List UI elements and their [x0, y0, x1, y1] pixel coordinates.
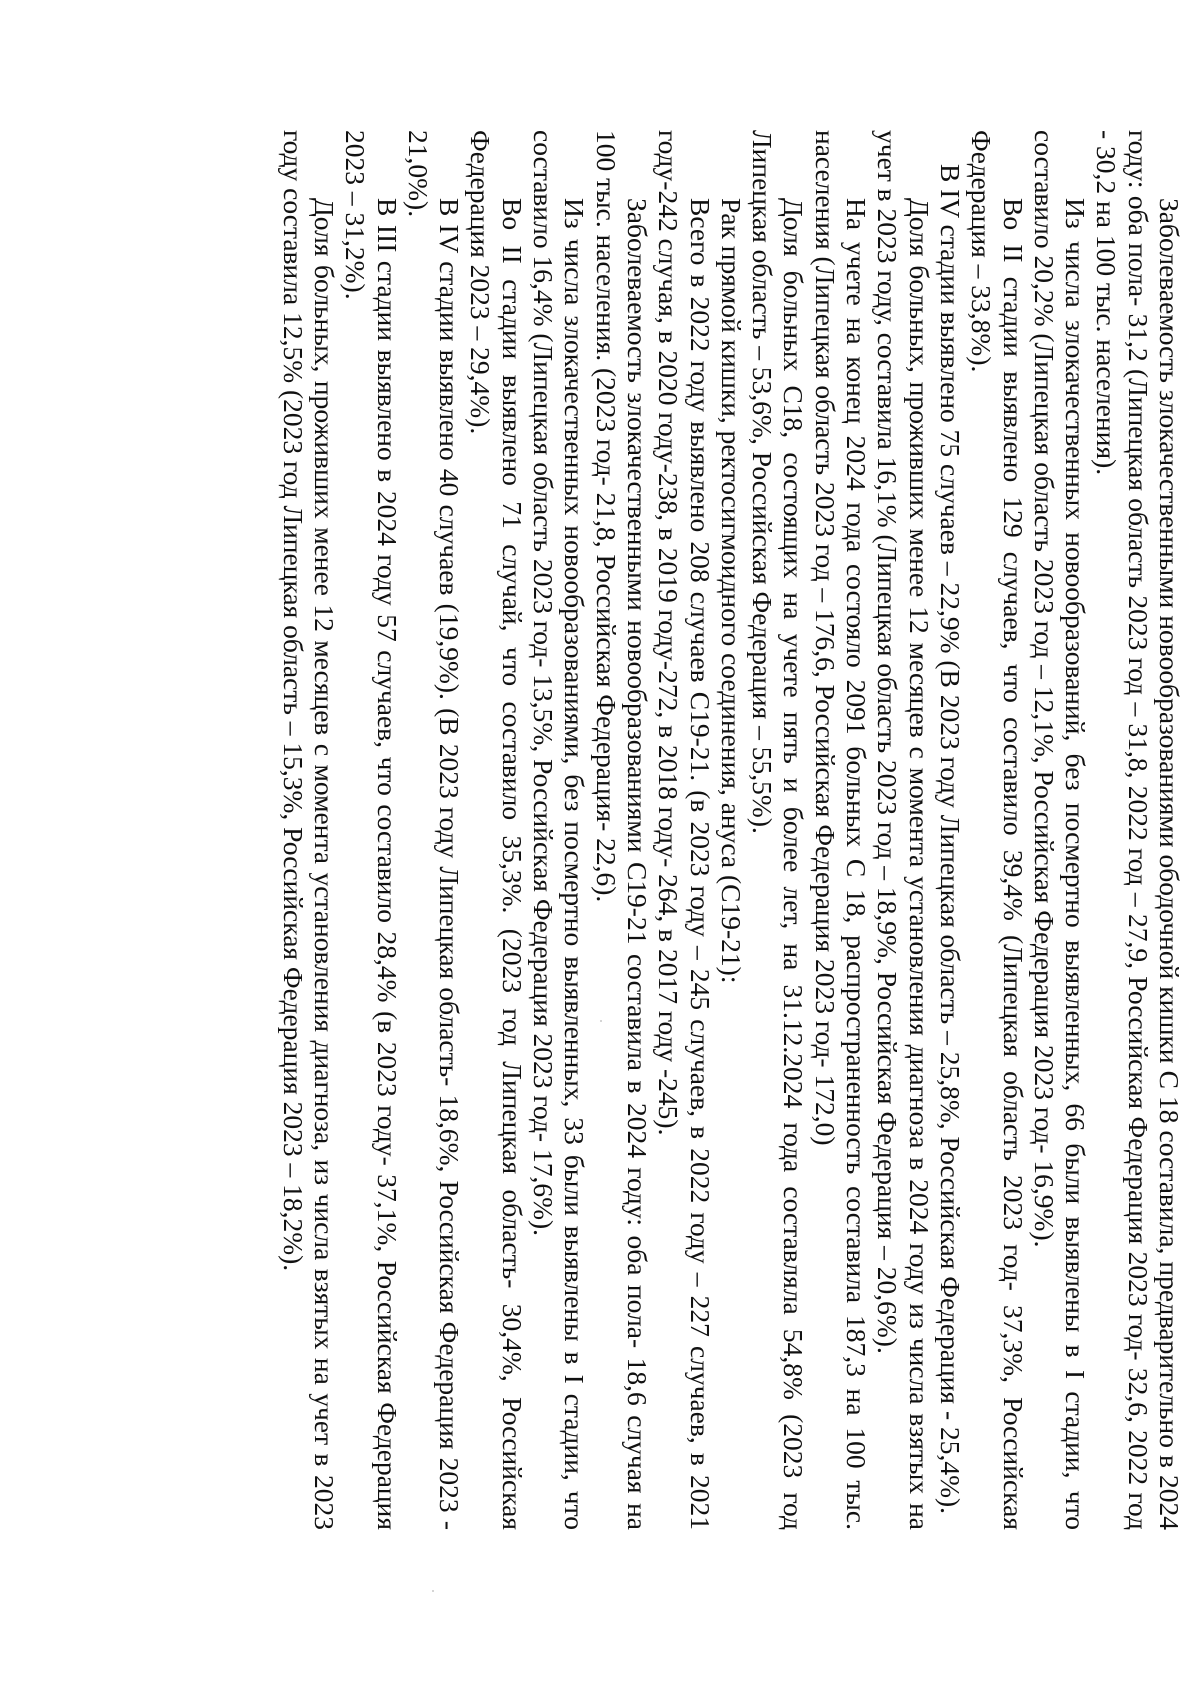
- paragraph: Всего в 2022 году выявлено 208 случаев С19-21. (в 2023 году – 245 случаев, в 2022 году – 227 случаев, в 2021 году-242 случая, в 2020 году-238, в 2019 году-272, в 2018 году- 264, в 2017 году -245).: [653, 130, 716, 1530]
- paragraph: Во II стадии выявлено 71 случай, что составило 35,3%. (2023 год Липецкая область- 30,4%, Российская Федерация 2023 – 29,4%).: [465, 130, 528, 1530]
- rotated-text-block: [185, 70, 1185, 1590]
- document-body: [277, 130, 1185, 1530]
- paragraph: В III стадии выявлено в 2024 году 57 случаев, что составило 28,4% (в 2023 году- 37,1%, Российская Федерация 2023 – 31,2%).: [340, 130, 403, 1530]
- paragraph: Доля больных, проживших менее 12 месяцев с момента установления диагноза, из числа взятых на учет в 2023 году составила 12,5% (2023 год Липецкая область – 15,3%, Российская Федерация 2023 – 18,2%).: [277, 130, 340, 1530]
- paragraph: Рак прямой кишки, ректосигмоидного соединения, ануса (С19-21):: [715, 198, 747, 984]
- paragraph: В IV стадии выявлено 75 случаев – 22,9% (В 2023 году Липецкая область – 25,8%, Российская Федерация - 25,4%).: [934, 164, 966, 1515]
- scan-speck: [432, 1590, 434, 1592]
- paragraph: Доля больных, проживших менее 12 месяцев с момента установления диагноза в 2024 году из числа взятых на учет в 2023 году, составила 16,1% (Липецкая область 2023 год – 18,9%, Российская Федерация – 20,6%).: [872, 130, 935, 1530]
- paragraph: Заболеваемость злокачественными новообразованиями ободочной кишки С 18 составила, предварительно в 2024 году: оба пола- 31,2 (Липецкая область 2023 год – 31,8, 2022 год – 27,9, Российская Федерация 2023 год- 32,6, 2022 год - 30,2 на 100 тыс. населения).: [1091, 130, 1185, 1530]
- rotated-text-area: [185, 70, 1185, 1590]
- paragraph: Во II стадии выявлено 129 случаев, что составило 39,4% (Липецкая область 2023 год- 37,3%, Российская Федерация – 33,8%).: [966, 130, 1029, 1530]
- paragraph: В IV стадии выявлено 40 случаев (19,9%). (В 2023 году Липецкая область- 18,6%, Российская Федерация 2023 - 21,0%).: [402, 130, 466, 1530]
- paragraph: Доля больных С18, состоящих на учете пять и более лет, на 31.12.2024 года составляла 54,8% (2023 год Липецкая область – 53,6%, Российская Федерация – 55,5%).: [747, 130, 810, 1530]
- paragraph: Заболеваемость злокачественными новообразованиями С19-21 составила в 2024 году: оба пола- 18,6 случая на 100 тыс. населения. (2023 год- 21,8, Российская Федерация- 22,6).: [590, 130, 653, 1530]
- paragraph: Из числа злокачественных новообразований, без посмертно выявленных, 66 были выявлены в I стадии, что составило 20,2% (Липецкая область 2023 год – 12,1%, Российская Федерация 2023 год- 16,9%).: [1028, 130, 1092, 1530]
- paragraph: Из числа злокачественных новообразованиями, без посмертно выявленных, 33 были выявлены в I стадии, что составило 16,4% (Липецкая область 2023 год- 13,5%, Российская Федерация 2023 год- 17,6%).: [528, 130, 591, 1530]
- paragraph: На учете на конец 2024 года состояло 2091 больных С 18, распространенность составила 187,3 на 100 тыс. населения (Липецкая область 2023 год – 176,6, Российская Федерация 2023 год- 172,0): [809, 130, 873, 1530]
